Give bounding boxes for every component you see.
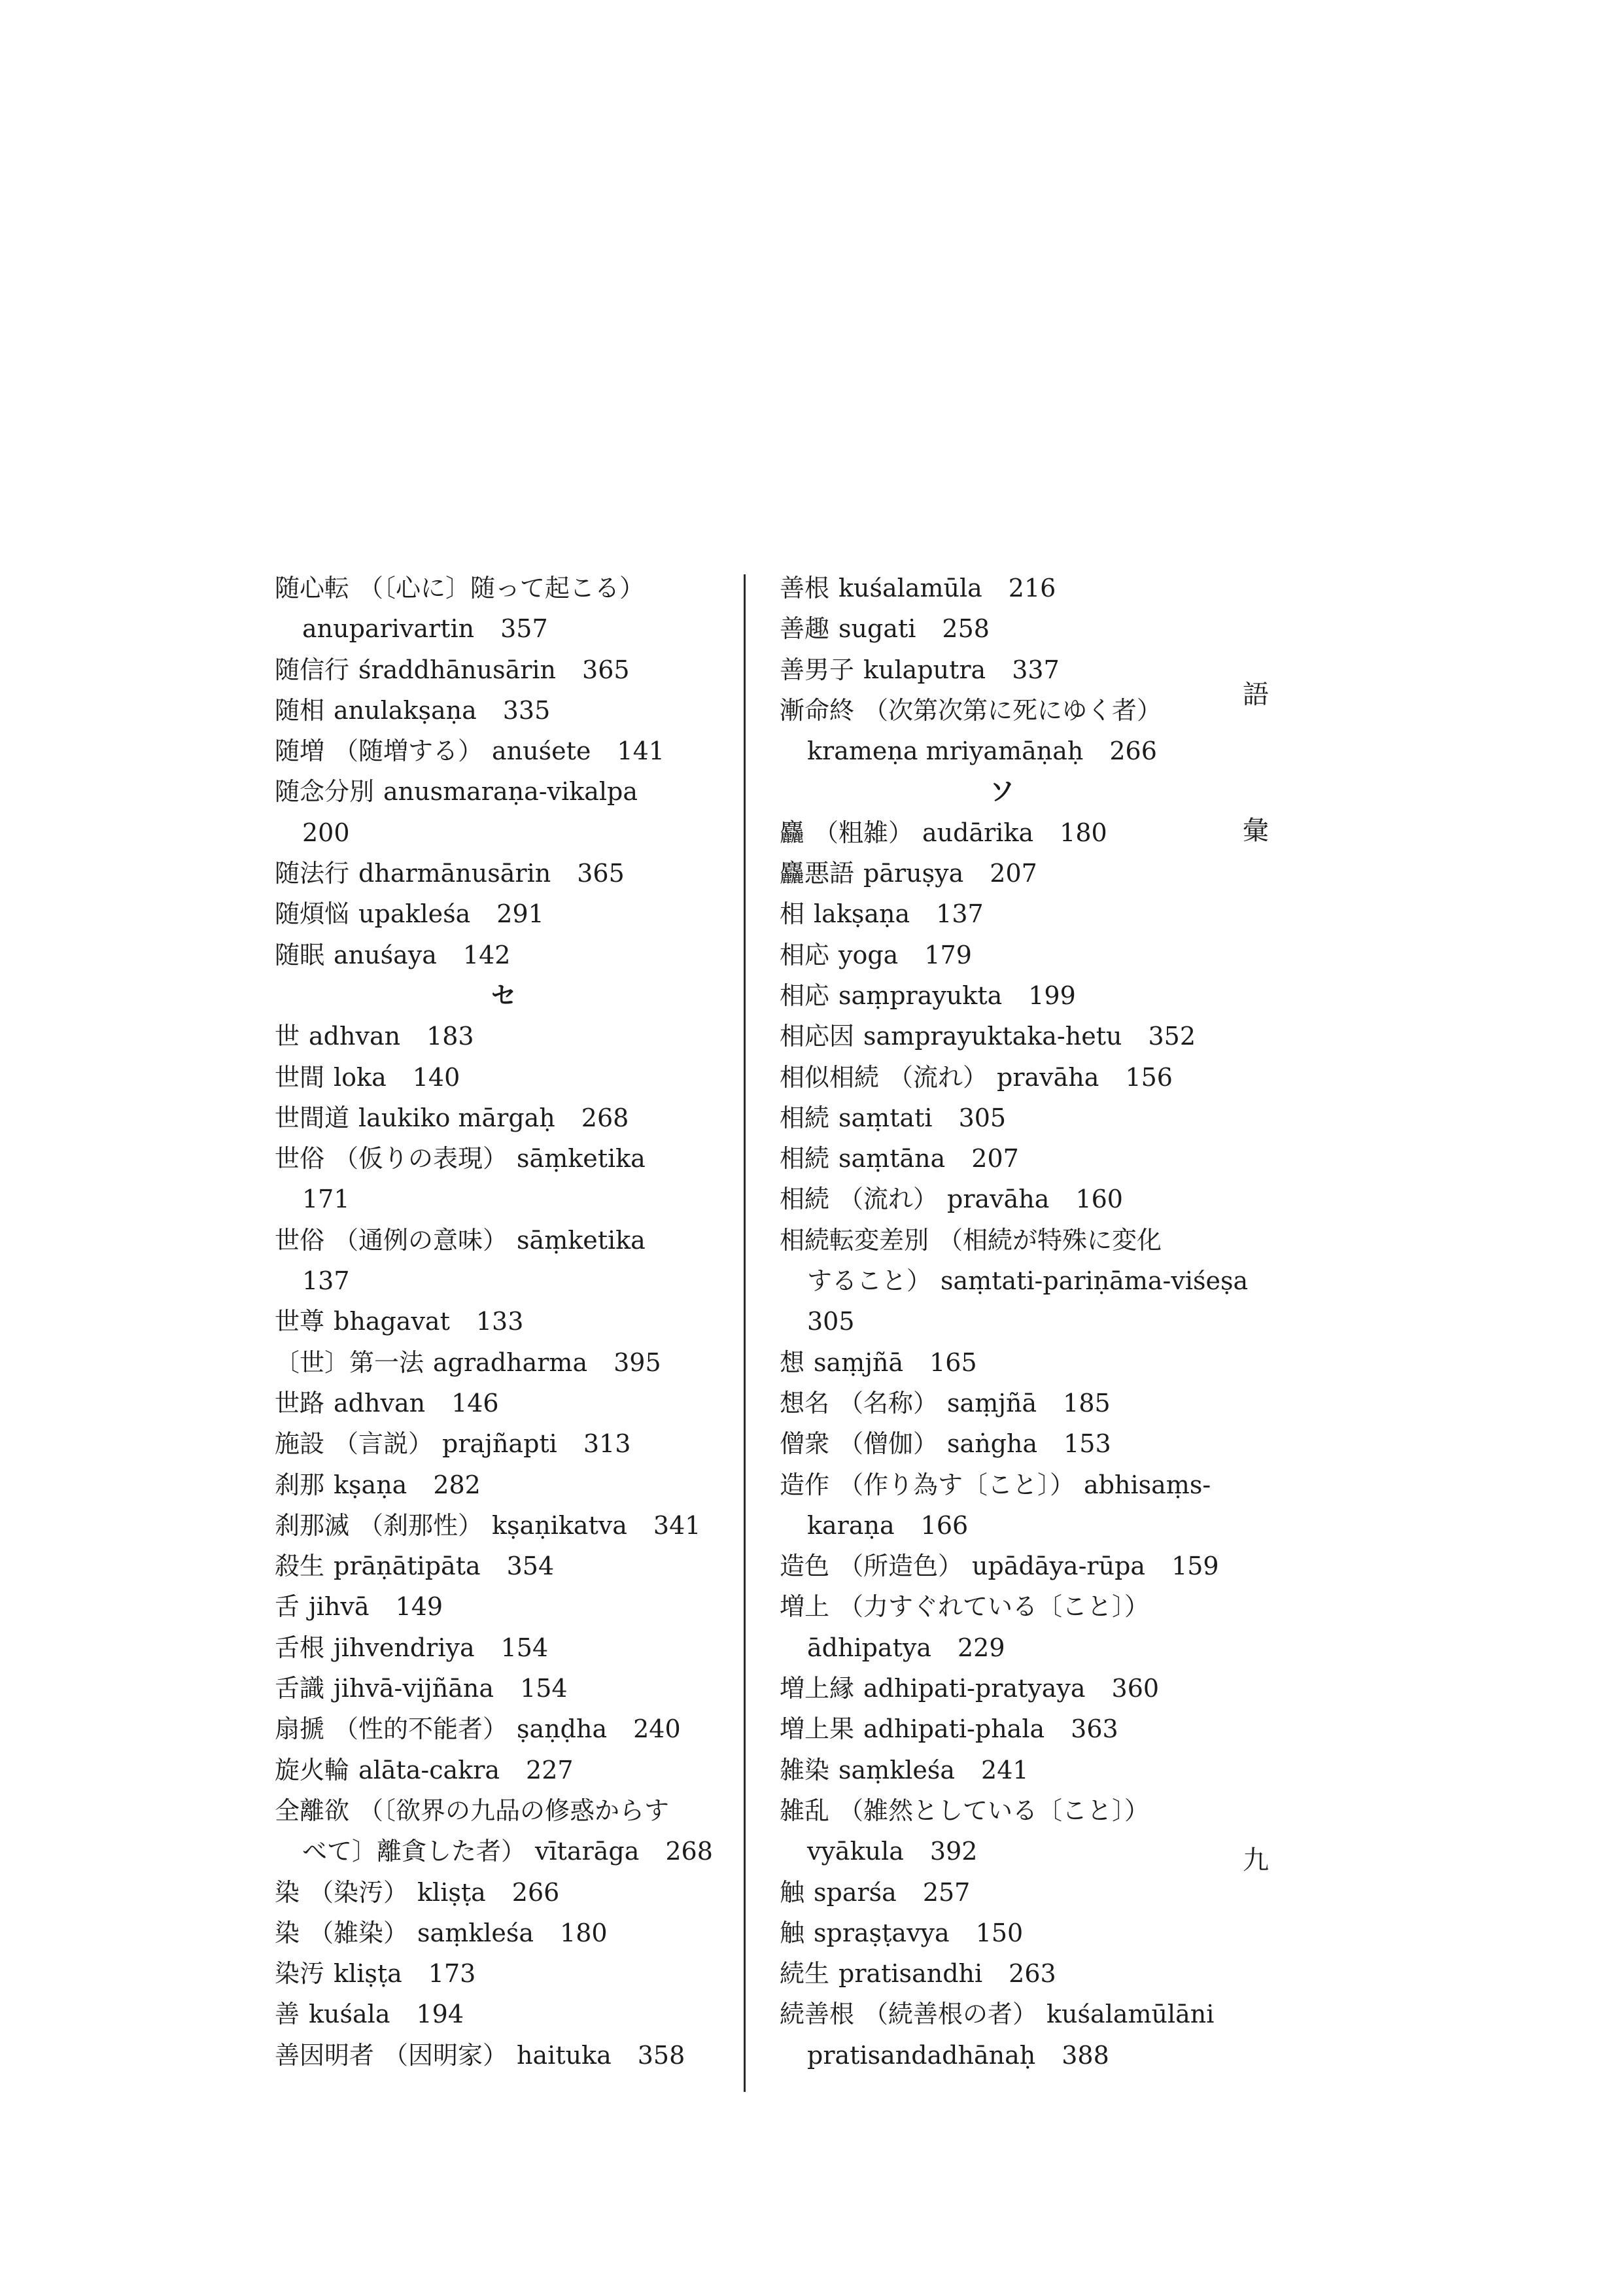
entry-page-number: 241 [981, 1755, 1029, 1784]
entry-term: 随煩悩 [275, 899, 350, 929]
entry-sanskrit: sāṃketika [517, 1225, 646, 1255]
entry-page-number: 227 [526, 1755, 574, 1784]
entry-sanskrit: vītarāga [535, 1837, 640, 1866]
entry-gloss: （力すぐれている〔こと〕） [838, 1592, 1150, 1622]
entry-sanskrit: kliṣṭa [417, 1877, 486, 1907]
entry-gloss: （性的不能者） [334, 1714, 508, 1744]
entry-sanskrit: alāta-cakra [358, 1755, 500, 1784]
index-entry [275, 1383, 733, 1423]
entry-sanskrit: kuśala [309, 2000, 390, 2029]
entry-sanskrit: spraṣṭavya [814, 1918, 950, 1947]
index-entry [275, 731, 733, 771]
entry-page-number: 291 [496, 899, 544, 929]
entry-term: 扇搋 [275, 1714, 325, 1744]
entry-page-number: 166 [920, 1510, 969, 1540]
entry-sanskrit: haituka [517, 2040, 612, 2070]
section-heading [275, 975, 733, 1016]
entry-gloss: （相続が特殊に変化 [938, 1225, 1162, 1255]
section-heading-text: ソ [989, 776, 1014, 807]
entry-sanskrit: yoga [838, 940, 899, 969]
entry-page-number: 240 [633, 1714, 681, 1744]
entry-page-number: 133 [475, 1307, 524, 1336]
index-entry [275, 935, 733, 975]
entry-term: 世間道 [275, 1103, 350, 1132]
entry-page-number: 154 [500, 1633, 549, 1662]
index-entry [275, 1057, 733, 1098]
entry-term: 善根 [780, 574, 830, 602]
index-entry-continuation [780, 731, 1224, 771]
entry-sanskrit: adhipati-phala [863, 1714, 1045, 1744]
entry-term: 触 [780, 1877, 805, 1907]
index-entry [780, 1098, 1224, 1138]
index-entry [275, 1913, 733, 1953]
index-entry [275, 894, 733, 934]
entry-page-number: 266 [1109, 737, 1157, 766]
index-entry [780, 975, 1224, 1016]
entry-gloss: （刹那性） [358, 1510, 483, 1540]
entry-page-number: 263 [1009, 1959, 1056, 1989]
index-entry [275, 1016, 733, 1056]
entry-sanskrit: adhipati-pratyaya [863, 1674, 1086, 1703]
entry-page-number: 268 [665, 1837, 713, 1866]
entry-term: 相続 [780, 1144, 830, 1174]
entry-term: 世 [275, 1022, 300, 1051]
entry-term: 相続転変差別 [780, 1225, 929, 1255]
entry-sanskrit: jihvā [309, 1592, 370, 1622]
entry-page-number: 266 [511, 1877, 560, 1907]
side-label-middle: 彙 [1243, 816, 1269, 846]
index-entry [275, 1994, 733, 2034]
index-entry [780, 690, 1224, 731]
entry-term: 相似相続 [780, 1062, 880, 1092]
index-entry [275, 650, 733, 690]
right-index-column [780, 568, 1249, 2076]
entry-gloss: （随増する） [334, 737, 483, 766]
entry-page-number: 357 [500, 614, 548, 644]
index-entry [275, 1505, 733, 1546]
index-entry [780, 812, 1224, 853]
index-entry [780, 1546, 1224, 1586]
entry-page-number: 173 [428, 1959, 476, 1989]
section-heading [780, 771, 1224, 812]
entry-term: 随法行 [275, 859, 350, 888]
index-entry [780, 1342, 1224, 1383]
entry-gloss: すること） [807, 1266, 932, 1296]
entry-sanskrit: jihvā-vijñāna [334, 1674, 494, 1703]
entry-term: 舌根 [275, 1633, 325, 1662]
entry-term: 世俗 [275, 1225, 325, 1255]
index-entry [780, 1220, 1224, 1261]
entry-term: 舌 [275, 1592, 300, 1622]
index-entry [275, 1423, 733, 1464]
entry-sanskrit: saṃjñā [814, 1348, 904, 1377]
entry-term: 世尊 [275, 1307, 325, 1336]
entry-page-number: 200 [302, 818, 350, 847]
entry-term: 随増 [275, 737, 325, 766]
entry-page-number: 146 [451, 1388, 499, 1418]
entry-gloss: （作り為す〔こと〕） [838, 1470, 1075, 1499]
entry-gloss: （流れ） [838, 1185, 939, 1214]
entry-term: 染汚 [275, 1959, 325, 1989]
entry-term: 造作 [780, 1470, 830, 1499]
entry-term: 相応因 [780, 1022, 855, 1051]
entry-term: 善男子 [780, 655, 855, 684]
index-entry [780, 1057, 1224, 1098]
entry-page-number: 216 [1008, 574, 1056, 602]
entry-page-number: 199 [1028, 981, 1076, 1010]
entry-sanskrit: karaṇa [807, 1510, 895, 1540]
index-entry [780, 935, 1224, 975]
entry-sanskrit: adhvan [309, 1022, 401, 1051]
entry-sanskrit: saṃjñā [947, 1388, 1037, 1418]
entry-page-number: 185 [1063, 1388, 1111, 1418]
entry-gloss: （雑染） [309, 1918, 409, 1947]
entry-sanskrit: saṃkleśa [838, 1755, 956, 1784]
index-entry-continuation [780, 1831, 1224, 1871]
entry-sanskrit: sparśa [814, 1877, 897, 1907]
index-entry [780, 894, 1224, 934]
entry-term: 雑染 [780, 1755, 830, 1784]
entry-term: 舌識 [275, 1674, 325, 1703]
entry-term: 随信行 [275, 655, 350, 684]
index-entry [780, 1423, 1224, 1464]
entry-sanskrit: pravāha [947, 1185, 1050, 1214]
entry-sanskrit: dharmānusārin [358, 859, 551, 888]
index-entry [275, 1465, 733, 1505]
entry-sanskrit: kṣaṇikatva [492, 1510, 627, 1540]
entry-term: 相応 [780, 940, 830, 969]
index-entry [780, 1953, 1224, 1994]
entry-page-number: 354 [506, 1552, 555, 1581]
entry-term: 随眠 [275, 940, 325, 969]
entry-sanskrit: saṅgha [947, 1429, 1038, 1459]
entry-term: 旋火輪 [275, 1755, 350, 1784]
entry-term: 随相 [275, 695, 325, 725]
entry-page-number: 194 [416, 2000, 464, 2029]
entry-term: 随心転 [275, 574, 350, 602]
entry-term: 増上縁 [780, 1674, 855, 1703]
entry-gloss: （因明家） [383, 2040, 508, 2070]
index-entry [275, 1953, 733, 1994]
entry-term: 麤悪語 [780, 859, 855, 888]
index-entry [275, 690, 733, 731]
entry-page-number: 360 [1111, 1674, 1160, 1703]
entry-term: 全離欲 [275, 1796, 350, 1825]
entry-page-number: 179 [924, 940, 972, 969]
entry-gloss: （次第次第に死にゆく者） [863, 695, 1162, 725]
index-entry-continuation [780, 1627, 1224, 1668]
index-entry [275, 1342, 733, 1383]
entry-term: 麤 [780, 818, 805, 847]
entry-page-number: 180 [1060, 818, 1107, 847]
entry-term: 想 [780, 1348, 805, 1377]
index-entry [275, 1586, 733, 1627]
index-entry [780, 1586, 1224, 1627]
index-entry [780, 1668, 1224, 1709]
entry-sanskrit: ṣaṇḍha [517, 1714, 608, 1744]
entry-sanskrit: śraddhānusārin [358, 655, 557, 684]
entry-sanskrit: saṃtati-pariṇāma-viśeṣa [941, 1266, 1249, 1296]
entry-page-number: 352 [1148, 1022, 1196, 1051]
entry-sanskrit: audārika [922, 818, 1034, 847]
entry-term: 相応 [780, 981, 830, 1010]
entry-sanskrit: loka [334, 1062, 387, 1092]
index-entry [275, 1138, 733, 1179]
entry-gloss: （流れ） [888, 1062, 988, 1092]
entry-term: 僧衆 [780, 1429, 830, 1459]
entry-page-number: 142 [462, 940, 511, 969]
index-entry [275, 853, 733, 894]
entry-term: 雑乱 [780, 1796, 830, 1825]
entry-term: 相続 [780, 1185, 830, 1214]
entry-term: 随念分別 [275, 777, 375, 807]
entry-sanskrit: anuśaya [334, 940, 437, 969]
entry-term: 漸命終 [780, 695, 855, 725]
entry-sanskrit: kṣaṇa [334, 1470, 407, 1499]
entry-gloss: （粗雑） [814, 818, 914, 847]
entry-sanskrit: anusmaraṇa-vikalpa [383, 777, 638, 807]
index-entry [780, 650, 1224, 690]
entry-gloss: （僧伽） [838, 1429, 939, 1459]
index-entry [780, 1913, 1224, 1953]
entry-term: 〔世〕第一法 [275, 1348, 424, 1377]
index-entry [780, 853, 1224, 894]
entry-sanskrit: pratisandhi [838, 1959, 983, 1989]
entry-gloss: （〔心に〕随って起こる） [358, 574, 645, 602]
index-entry [275, 1627, 733, 1668]
entry-gloss: （通例の意味） [334, 1225, 508, 1255]
entry-term: 染 [275, 1918, 300, 1947]
entry-term: 善因明者 [275, 2040, 375, 2070]
index-entry [780, 1138, 1224, 1179]
entry-sanskrit: sugati [838, 614, 916, 644]
entry-sanskrit: pravāha [997, 1062, 1099, 1092]
page-number-label: 九 [1243, 1845, 1269, 1875]
entry-term: 殺生 [275, 1552, 325, 1581]
index-entry [780, 1790, 1224, 1831]
entry-sanskrit: anuparivartin [302, 614, 475, 644]
index-entry [780, 1994, 1224, 2034]
index-entry-continuation [275, 1179, 733, 1219]
entry-gloss: べて〕離貪した者） [302, 1837, 527, 1866]
index-entry [275, 568, 733, 608]
entry-gloss: （続善根の者） [863, 2000, 1038, 2029]
entry-sanskrit: saṃprayukta [838, 981, 1003, 1010]
entry-sanskrit: ādhipatya [807, 1633, 931, 1662]
index-entry [275, 1546, 733, 1586]
entry-page-number: 257 [922, 1877, 971, 1907]
entry-page-number: 365 [582, 655, 630, 684]
entry-term: 触 [780, 1918, 805, 1947]
side-label-top: 語 [1243, 680, 1269, 710]
entry-page-number: 229 [957, 1633, 1005, 1662]
index-entry-continuation [275, 1831, 733, 1871]
entry-page-number: 305 [958, 1103, 1007, 1132]
index-entry [275, 1790, 733, 1831]
entry-term: 相続 [780, 1103, 830, 1132]
entry-page-number: 153 [1063, 1429, 1111, 1459]
entry-page-number: 154 [520, 1674, 568, 1703]
index-entry [780, 1709, 1224, 1749]
entry-sanskrit: adhvan [334, 1388, 426, 1418]
entry-page-number: 282 [433, 1470, 481, 1499]
entry-sanskrit: abhisaṃs- [1084, 1470, 1211, 1499]
entry-sanskrit: pāruṣya [863, 859, 964, 888]
entry-page-number: 207 [971, 1144, 1019, 1174]
entry-page-number: 140 [412, 1062, 460, 1092]
entry-term: 増上果 [780, 1714, 855, 1744]
entry-page-number: 150 [975, 1918, 1024, 1947]
entry-page-number: 141 [617, 737, 665, 766]
entry-term: 続善根 [780, 2000, 855, 2029]
entry-page-number: 305 [807, 1307, 855, 1336]
index-entry [275, 1098, 733, 1138]
entry-term: 善趣 [780, 614, 830, 644]
index-entry [275, 1220, 733, 1261]
index-entry [275, 1750, 733, 1790]
index-entry [275, 1709, 733, 1749]
entry-sanskrit: anulakṣaṇa [334, 695, 477, 725]
entry-gloss: （言説） [334, 1429, 434, 1459]
index-entry-continuation [275, 1261, 733, 1301]
entry-page-number: 160 [1075, 1185, 1123, 1214]
entry-page-number: 313 [583, 1429, 631, 1459]
entry-sanskrit: upādāya-rūpa [972, 1552, 1146, 1581]
entry-page-number: 156 [1125, 1062, 1173, 1092]
entry-gloss: （雑然としている〔こと〕） [838, 1796, 1150, 1825]
entry-sanskrit: saṃtati [838, 1103, 933, 1132]
entry-page-number: 183 [426, 1022, 474, 1051]
entry-page-number: 165 [929, 1348, 977, 1377]
entry-sanskrit: upakleśa [358, 899, 471, 929]
entry-term: 増上 [780, 1592, 830, 1622]
entry-page-number: 341 [653, 1510, 701, 1540]
entry-term: 世間 [275, 1062, 325, 1092]
entry-sanskrit: pratisandadhānaḥ [807, 2040, 1036, 2070]
entry-term: 善 [275, 2000, 300, 2029]
entry-page-number: 388 [1062, 2040, 1109, 2070]
index-entry [275, 1301, 733, 1342]
entry-term: 造色 [780, 1552, 830, 1581]
entry-term: 刹那滅 [275, 1510, 350, 1540]
index-entry [275, 1668, 733, 1709]
entry-page-number: 137 [936, 899, 984, 929]
entry-term: 世路 [275, 1388, 325, 1418]
column-divider [744, 574, 746, 2092]
index-entry [275, 1872, 733, 1913]
entry-sanskrit: laukiko mārgaḥ [358, 1103, 555, 1132]
entry-page-number: 180 [560, 1918, 608, 1947]
entry-page-number: 392 [929, 1837, 978, 1866]
index-entry [780, 1016, 1224, 1056]
index-entry [275, 771, 733, 812]
index-entry-continuation [780, 2035, 1224, 2076]
entry-sanskrit: bhagavat [334, 1307, 450, 1336]
entry-sanskrit: krameṇa mriyamāṇaḥ [807, 737, 1084, 766]
entry-page-number: 258 [942, 614, 990, 644]
index-entry [780, 1750, 1224, 1790]
entry-sanskrit: lakṣaṇa [814, 899, 910, 929]
entry-sanskrit: vyākula [807, 1837, 904, 1866]
entry-term: 刹那 [275, 1470, 325, 1499]
entry-page-number: 363 [1071, 1714, 1118, 1744]
entry-sanskrit: agradharma [433, 1348, 588, 1377]
entry-sanskrit: kuśalamūla [838, 574, 982, 602]
entry-term: 世俗 [275, 1144, 325, 1174]
entry-page-number: 337 [1012, 655, 1060, 684]
section-heading-text: セ [491, 980, 516, 1010]
entry-sanskrit: samprayuktaka-hetu [863, 1022, 1122, 1051]
entry-sanskrit: kliṣṭa [334, 1959, 402, 1989]
index-entry-continuation [780, 1505, 1224, 1546]
index-entry [780, 1179, 1224, 1219]
index-entry [780, 1465, 1224, 1505]
index-entry-continuation [275, 608, 733, 649]
entry-page-number: 137 [302, 1266, 350, 1296]
entry-sanskrit: kulaputra [863, 655, 986, 684]
index-entry [780, 568, 1224, 608]
entry-gloss: （仮りの表現） [334, 1144, 508, 1174]
index-entry [275, 2035, 733, 2076]
index-entry [780, 1383, 1224, 1423]
entry-gloss: （名称） [838, 1388, 939, 1418]
entry-page-number: 268 [581, 1103, 629, 1132]
entry-page-number: 335 [502, 695, 551, 725]
entry-gloss: （染汚） [309, 1877, 409, 1907]
entry-page-number: 207 [990, 859, 1037, 888]
entry-term: 想名 [780, 1388, 830, 1418]
entry-sanskrit: kuśalamūlāni [1046, 2000, 1215, 2029]
entry-sanskrit: saṃkleśa [417, 1918, 534, 1947]
entry-sanskrit: prajñapti [442, 1429, 557, 1459]
entry-gloss: （〔欲界の九品の修惑からす [358, 1796, 670, 1825]
index-entry [780, 1872, 1224, 1913]
index-entry-continuation [780, 1261, 1249, 1301]
entry-term: 続生 [780, 1959, 830, 1989]
entry-sanskrit: sāṃketika [517, 1144, 646, 1174]
entry-page-number: 358 [637, 2040, 685, 2070]
entry-term: 施設 [275, 1429, 325, 1459]
index-entry-continuation [780, 1301, 1224, 1342]
entry-sanskrit: saṃtāna [838, 1144, 946, 1174]
entry-term: 相 [780, 899, 805, 929]
index-entry-continuation [275, 812, 733, 853]
entry-sanskrit: jihvendriya [334, 1633, 475, 1662]
entry-page-number: 365 [577, 859, 625, 888]
left-index-column [275, 568, 733, 2076]
entry-sanskrit: anuśete [492, 737, 591, 766]
entry-page-number: 395 [613, 1348, 661, 1377]
entry-term: 染 [275, 1877, 300, 1907]
entry-gloss: （所造色） [838, 1552, 963, 1581]
index-entry [780, 608, 1224, 649]
entry-page-number: 149 [395, 1592, 443, 1622]
entry-page-number: 171 [302, 1185, 350, 1214]
entry-sanskrit: prāṇātipāta [334, 1552, 481, 1581]
entry-page-number: 159 [1171, 1552, 1219, 1581]
